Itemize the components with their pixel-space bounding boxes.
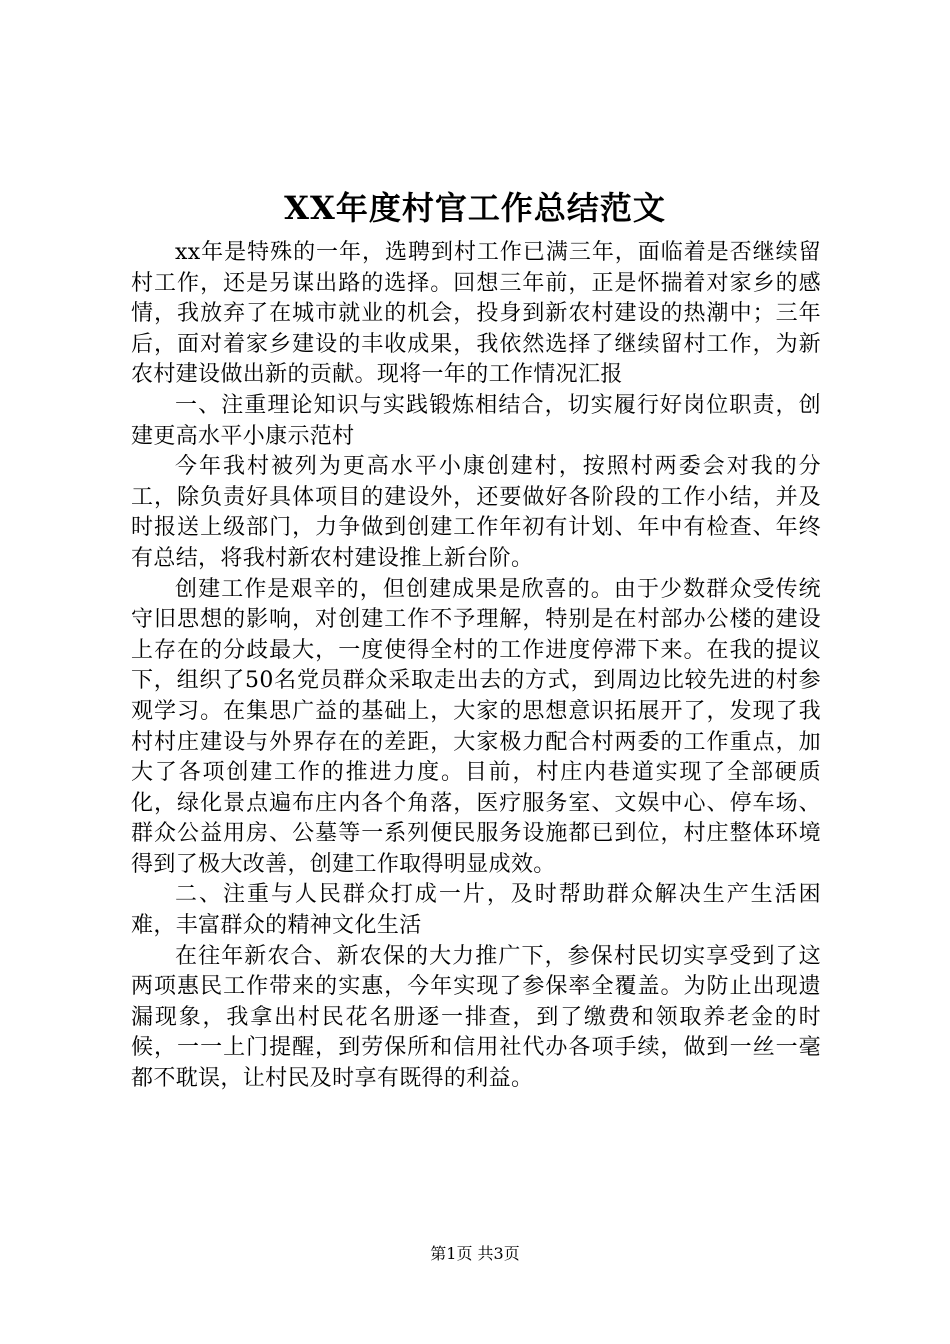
paragraph-section2-a: 在往年新农合、新农保的大力推广下，参保村民切实享受到了这两项惠民工作带来的实惠，今年实现了参保率全覆盖。为防止出现遗漏现象，我拿出村民花名册逐一排查，到了缴费和领取养老金的时候，一一上门提醒，到劳保所和信用社代办各项手续，做到一丝一毫都不耽误，让村民及时享有既得的利益。 (131, 943, 821, 1092)
paragraph-section1-a: 今年我村被列为更高水平小康创建村，按照村两委会对我的分工，除负责好具体项目的建设外，还要做好各阶段的工作小结，并及时报送上级部门，力争做到创建工作年初有计划、年中有检查、年终有总结，将我村新农村建设推上新台阶。 (131, 454, 821, 571)
section-heading-1: 一、注重理论知识与实践锻炼相结合，切实履行好岗位职责，创建更高水平小康示范村 (131, 392, 821, 449)
section-heading-2: 二、注重与人民群众打成一片，及时帮助群众解决生产生活困难，丰富群众的精神文化生活 (131, 882, 821, 939)
paragraph-intro: xx年是特殊的一年，选聘到村工作已满三年，面临着是否继续留村工作，还是另谋出路的选择。回想三年前，正是怀揣着对家乡的感情，我放弃了在城市就业的机会，投身到新农村建设的热潮中；三年后，面对着家乡建设的丰收成果，我依然选择了继续留村工作，为新农村建设做出新的贡献。现将一年的工作情况汇报 (131, 240, 821, 388)
document-body (131, 238, 821, 1095)
paragraph-section1-b: 创建工作是艰辛的，但创建成果是欣喜的。由于少数群众受传统守旧思想的影响，对创建工作不予理解，特别是在村部办公楼的建设上存在的分歧最大，一度使得全村的工作进度停滞下来。在我的提议下，组织了50名党员群众采取走出去的方式，到周边比较先进的村参观学习。在集思广益的基础上，大家的思想意识拓展开了，发现了我村村庄建设与外界存在的差距，大家极力配合村两委的工作重点，加大了各项创建工作的推进力度。目前，村庄内巷道实现了全部硬质化，绿化景点遍布庄内各个角落，医疗服务室、文娱中心、停车场、群众公益用房、公墓等一系列便民服务设施都已到位，村庄整体环境得到了极大改善，创建工作取得明显成效。 (131, 576, 821, 877)
page-number-footer: 第1页 共3页 (430, 1244, 520, 1263)
document-title: XX年度村官工作总结范文 (284, 189, 666, 227)
